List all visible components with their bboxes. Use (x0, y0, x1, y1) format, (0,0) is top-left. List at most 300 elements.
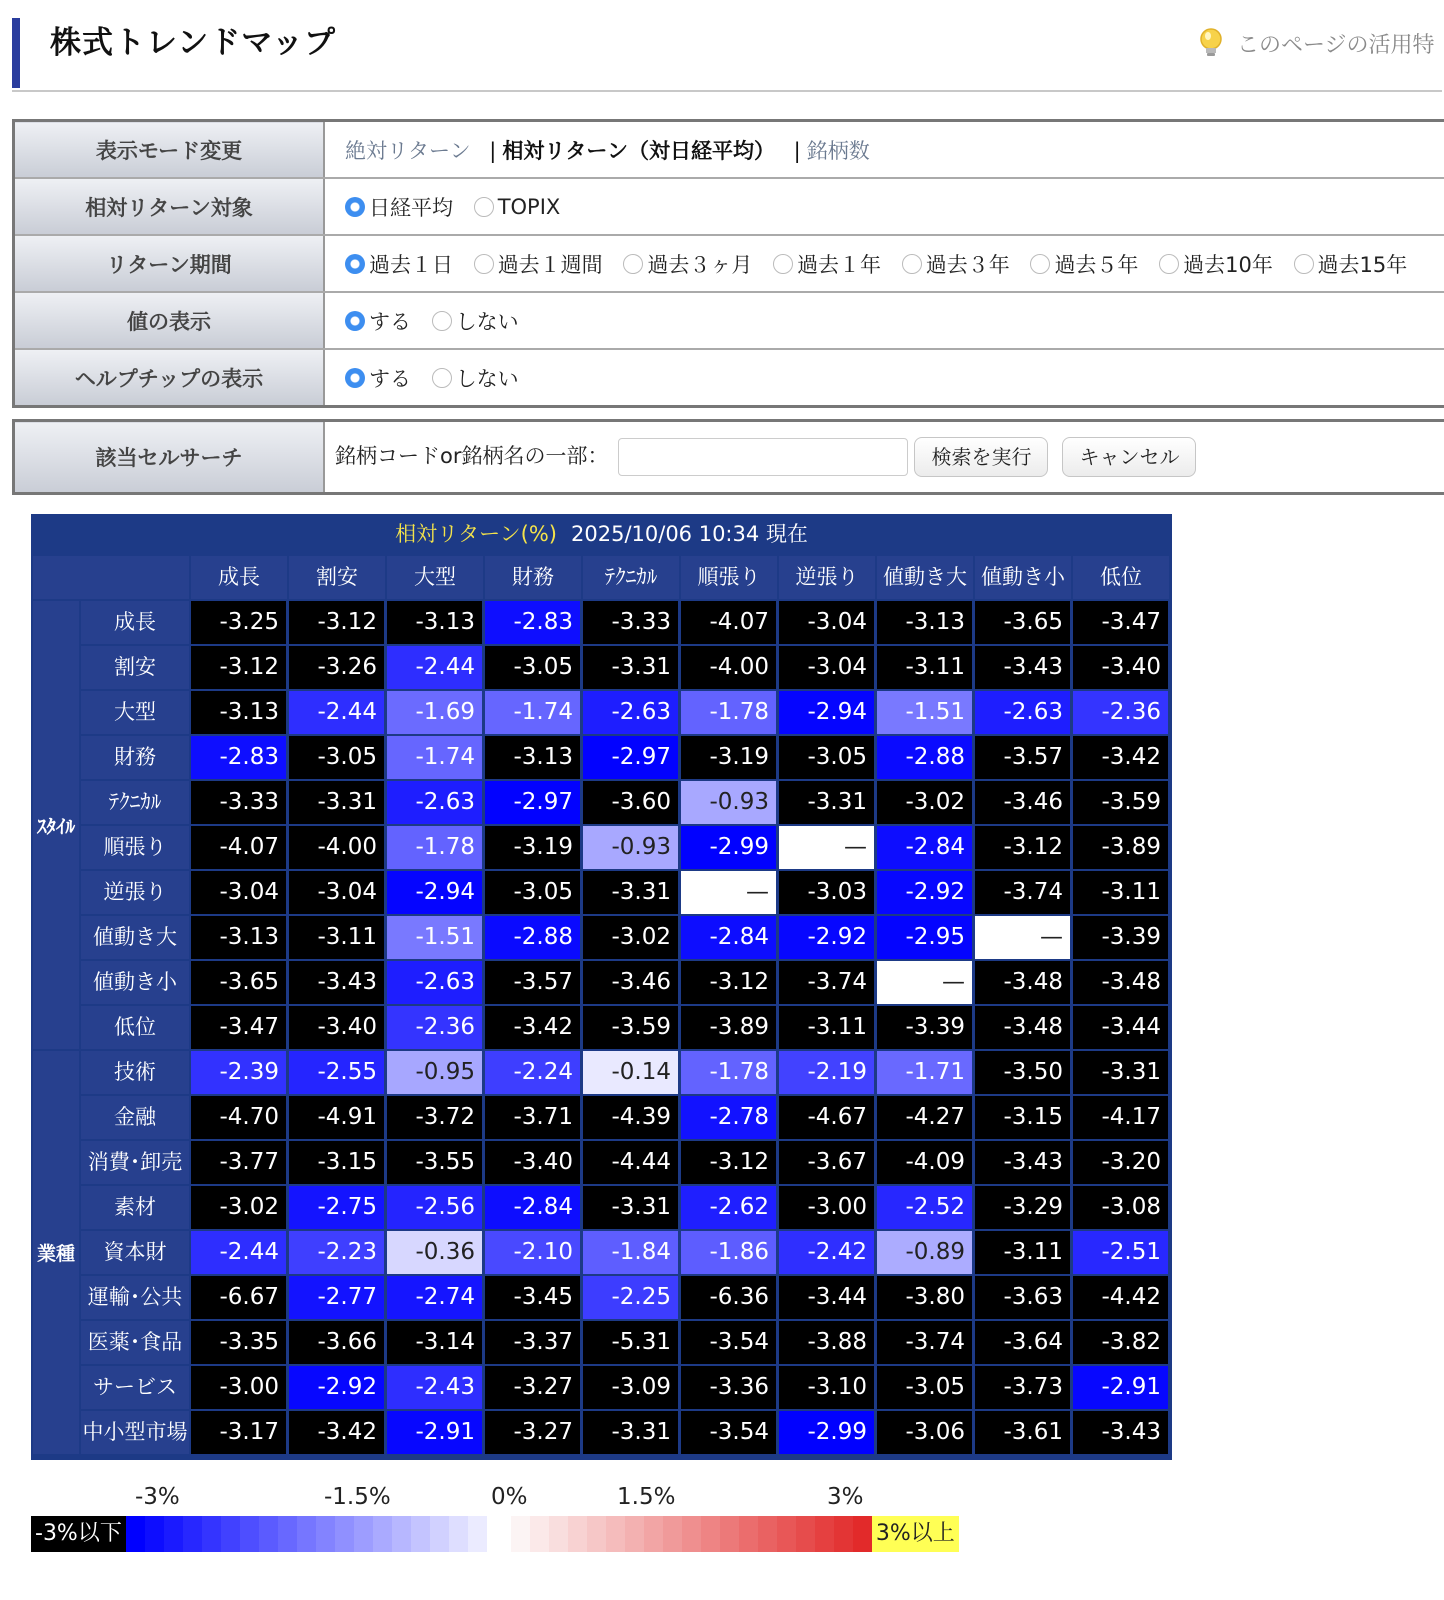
heatmap-cell[interactable]: -2.78 (681, 1096, 776, 1139)
legend-swatch (468, 1516, 487, 1552)
heatmap-cell[interactable]: -3.31 (583, 1411, 678, 1454)
heatmap-cell[interactable]: -2.94 (779, 691, 874, 734)
heatmap-cell[interactable]: -3.26 (289, 646, 384, 689)
heatmap-cell[interactable]: -3.33 (583, 601, 678, 644)
mode-count-link[interactable]: 銘柄数 (806, 138, 870, 163)
radio-period-5y[interactable] (1030, 249, 1138, 279)
row-header: 医薬･食品 (81, 1321, 189, 1364)
row-header: サービス (81, 1366, 189, 1409)
heatmap-cell[interactable]: -3.46 (975, 781, 1070, 824)
row-header: 金融 (81, 1096, 189, 1139)
heatmap-cell[interactable]: -3.74 (779, 961, 874, 1004)
heatmap-cell[interactable]: -3.77 (191, 1141, 286, 1184)
heatmap-cell[interactable]: -1.51 (387, 916, 482, 959)
mode-relative-current: 相対リターン（対日経平均） (502, 138, 775, 163)
radio-icon (773, 254, 793, 274)
legend-swatch (777, 1516, 796, 1552)
heatmap-cell[interactable]: -3.50 (975, 1051, 1070, 1094)
heatmap-cell[interactable]: -4.42 (1073, 1276, 1168, 1319)
heatmap-cell[interactable]: -3.63 (975, 1276, 1070, 1319)
heatmap-cell[interactable]: -2.52 (877, 1186, 972, 1229)
heatmap-cell[interactable]: -0.36 (387, 1231, 482, 1274)
heatmap-cell[interactable]: -2.36 (1073, 691, 1168, 734)
heatmap-cell[interactable]: -3.43 (289, 961, 384, 1004)
radio-label: する (369, 309, 411, 334)
radio-label: しない (455, 366, 519, 391)
heatmap-cell[interactable]: -1.74 (387, 736, 482, 779)
heatmap-cell[interactable]: -0.95 (387, 1051, 482, 1094)
heatmap-cell[interactable]: -3.11 (779, 1006, 874, 1049)
column-header: 値動き小 (975, 556, 1071, 599)
heatmap-cell[interactable]: -3.43 (1073, 1411, 1168, 1454)
heatmap-cell[interactable]: -0.89 (877, 1231, 972, 1274)
heatmap-cell[interactable]: -3.11 (975, 1231, 1070, 1274)
heatmap-cell[interactable]: -3.12 (681, 961, 776, 1004)
heatmap-cell[interactable]: -3.11 (1073, 871, 1168, 914)
heatmap-cell[interactable]: -3.05 (877, 1366, 972, 1409)
heatmap-cell[interactable]: -2.88 (485, 916, 580, 959)
heatmap-cell[interactable]: -3.02 (583, 916, 678, 959)
legend-swatch (568, 1516, 587, 1552)
heatmap-cell[interactable]: -3.31 (583, 1186, 678, 1229)
heatmap-cell[interactable]: -2.63 (387, 961, 482, 1004)
radio-label: 過去３ヶ月 (647, 252, 753, 277)
heatmap-cell[interactable]: -1.86 (681, 1231, 776, 1274)
heatmap-cell[interactable]: -3.39 (1073, 916, 1168, 959)
heatmap-cell[interactable]: -1.78 (681, 691, 776, 734)
legend-swatch (449, 1516, 468, 1552)
display-mode-options (324, 121, 1444, 179)
legend-swatch (720, 1516, 739, 1552)
heatmap-title (31, 514, 1172, 554)
heatmap-cell[interactable]: -3.40 (1073, 646, 1168, 689)
heatmap-cell[interactable]: -2.83 (485, 601, 580, 644)
relative-target-options (324, 178, 1444, 235)
heatmap-cell[interactable]: -4.07 (681, 601, 776, 644)
legend-tick-label: -3% (135, 1484, 180, 1510)
radio-selected-icon (345, 311, 365, 331)
row-header: 値動き大 (81, 916, 189, 959)
row-header: 中小型市場 (81, 1411, 189, 1454)
heatmap-cell[interactable]: -1.51 (877, 691, 972, 734)
heatmap-cell[interactable]: -2.19 (779, 1051, 874, 1094)
heatmap-cell[interactable]: — (681, 871, 776, 914)
heatmap-cell[interactable]: -2.62 (681, 1186, 776, 1229)
heatmap-cell[interactable]: -3.39 (877, 1006, 972, 1049)
legend-swatch (278, 1516, 297, 1552)
heatmap-cell[interactable]: -3.12 (289, 601, 384, 644)
radio-period-1y[interactable] (773, 249, 881, 279)
heatmap-cell[interactable]: -4.09 (877, 1141, 972, 1184)
heatmap-cell[interactable]: -0.93 (583, 826, 678, 869)
heatmap-cell[interactable]: -3.27 (485, 1366, 580, 1409)
heatmap-cell[interactable]: -3.05 (485, 646, 580, 689)
heatmap-cell[interactable]: -3.74 (877, 1321, 972, 1364)
heatmap-cell[interactable]: -3.67 (779, 1141, 874, 1184)
heatmap-cell[interactable]: -3.12 (191, 646, 286, 689)
row-header: 大型 (81, 691, 189, 734)
heatmap-cell[interactable]: -3.47 (191, 1006, 286, 1049)
heatmap-cell[interactable]: -3.65 (975, 601, 1070, 644)
display-mode-label: 表示モード変更 (14, 121, 325, 179)
heatmap-cell[interactable]: -3.06 (877, 1411, 972, 1454)
heatmap-cell[interactable]: -2.43 (387, 1366, 482, 1409)
row-header: 低位 (81, 1006, 189, 1049)
legend-swatch (511, 1516, 530, 1552)
row-header: 成長 (81, 601, 189, 644)
helpchip-display-label: ヘルプチップの表示 (14, 349, 325, 407)
heatmap-cell[interactable]: -3.03 (779, 871, 874, 914)
legend-swatch (316, 1516, 335, 1552)
heatmap-cell[interactable]: -1.71 (877, 1051, 972, 1094)
heatmap-cell[interactable]: -3.00 (191, 1366, 286, 1409)
heatmap-cell[interactable]: -3.04 (779, 601, 874, 644)
page-title: 株式トレンドマップ (50, 25, 336, 61)
heatmap-cell[interactable]: -1.78 (681, 1051, 776, 1094)
heatmap-cell[interactable]: -3.61 (975, 1411, 1070, 1454)
heatmap-cell[interactable]: -3.20 (1073, 1141, 1168, 1184)
row-header: 資本財 (81, 1231, 189, 1274)
column-header: 順張り (681, 556, 777, 599)
heatmap-cell[interactable]: -3.57 (485, 961, 580, 1004)
heatmap-cell[interactable]: -2.55 (289, 1051, 384, 1094)
heatmap-cell[interactable]: -2.84 (877, 826, 972, 869)
heatmap-cell[interactable]: -3.12 (975, 826, 1070, 869)
heatmap-cell[interactable]: -2.63 (387, 781, 482, 824)
heatmap-cell[interactable]: -2.63 (975, 691, 1070, 734)
heatmap-cell[interactable]: -2.36 (387, 1006, 482, 1049)
row-header: 消費･卸売 (81, 1141, 189, 1184)
radio-icon (432, 311, 452, 331)
heatmap-cell[interactable]: -2.77 (289, 1276, 384, 1319)
return-period-label: リターン期間 (14, 235, 325, 292)
legend-swatch (796, 1516, 815, 1552)
heatmap-cell[interactable]: -5.31 (583, 1321, 678, 1364)
column-header: 大型 (387, 556, 483, 599)
radio-icon (1030, 254, 1050, 274)
heatmap-cell[interactable]: -3.02 (877, 781, 972, 824)
heatmap-cell[interactable]: -3.13 (191, 916, 286, 959)
radio-topix[interactable] (474, 194, 561, 219)
heatmap-cell[interactable]: -4.00 (681, 646, 776, 689)
legend-swatch (834, 1516, 853, 1552)
legend-swatch (202, 1516, 221, 1552)
heatmap-cell[interactable]: -2.97 (485, 781, 580, 824)
radio-period-10y[interactable] (1159, 249, 1273, 279)
heatmap-cell[interactable]: -4.67 (779, 1096, 874, 1139)
heatmap-cell[interactable]: -1.84 (583, 1231, 678, 1274)
heatmap-cell[interactable]: -3.05 (779, 736, 874, 779)
heatmap-cell[interactable]: -1.78 (387, 826, 482, 869)
radio-period-3y[interactable] (902, 249, 1010, 279)
lightbulb-icon (1196, 26, 1226, 60)
heatmap-cell[interactable]: -3.57 (975, 736, 1070, 779)
legend-swatch (701, 1516, 720, 1552)
heatmap-cell[interactable]: -3.02 (191, 1186, 286, 1229)
legend-tick-label: 0% (491, 1484, 528, 1510)
heatmap-cell[interactable]: -3.48 (1073, 961, 1168, 1004)
search-button[interactable]: 検索を実行 (914, 437, 1048, 477)
heatmap-cell[interactable]: -3.36 (681, 1366, 776, 1409)
radio-selected-icon (345, 368, 365, 388)
heatmap-cell[interactable]: -3.33 (191, 781, 286, 824)
heatmap-cell[interactable]: -3.12 (681, 1141, 776, 1184)
heatmap-cell[interactable]: -3.40 (289, 1006, 384, 1049)
radio-label: 過去10年 (1183, 252, 1273, 277)
legend-tick-label: 3% (827, 1484, 864, 1510)
heatmap-cell[interactable]: -4.44 (583, 1141, 678, 1184)
legend-tick-label: -1.5% (324, 1484, 391, 1510)
row-header: ﾃｸﾆｶﾙ (81, 781, 189, 824)
color-legend (31, 1516, 959, 1552)
legend-swatch (259, 1516, 278, 1552)
heatmap-cell[interactable]: -2.74 (387, 1276, 482, 1319)
radio-icon (1159, 254, 1179, 274)
heatmap-cell[interactable]: -2.92 (877, 871, 972, 914)
mode-absolute-link[interactable]: 絶対リターン (345, 138, 471, 163)
heatmap-cell[interactable]: -3.73 (975, 1366, 1070, 1409)
legend-swatch (335, 1516, 354, 1552)
heatmap-cell[interactable]: -3.89 (1073, 826, 1168, 869)
heatmap-cell[interactable]: -2.84 (681, 916, 776, 959)
legend-swatch (126, 1516, 145, 1552)
heatmap-cell[interactable]: -3.44 (779, 1276, 874, 1319)
legend-low-label: -3%以下 (31, 1516, 126, 1552)
radio-period-3m[interactable] (623, 249, 752, 279)
heatmap-cell[interactable]: -3.05 (485, 871, 580, 914)
help-link-label: このページの活用特 (1237, 32, 1435, 58)
return-period-options (324, 235, 1444, 292)
heatmap-cell[interactable]: -3.11 (877, 646, 972, 689)
legend-swatch (549, 1516, 568, 1552)
heatmap-cell[interactable]: — (877, 961, 972, 1004)
heatmap-cell[interactable]: -3.46 (583, 961, 678, 1004)
heatmap-cell[interactable]: -3.42 (485, 1006, 580, 1049)
row-header: 技術 (81, 1051, 189, 1094)
heatmap-cell[interactable]: -3.31 (289, 781, 384, 824)
radio-value-on[interactable] (345, 306, 411, 336)
heatmap-cell[interactable]: -2.42 (779, 1231, 874, 1274)
heatmap-cell[interactable]: -3.88 (779, 1321, 874, 1364)
heatmap-cell[interactable]: -2.84 (485, 1186, 580, 1229)
heatmap-cell[interactable]: -2.92 (289, 1366, 384, 1409)
radio-helpchip-off[interactable] (432, 363, 519, 393)
legend-swatch (587, 1516, 606, 1552)
heatmap-cell[interactable]: -3.08 (1073, 1186, 1168, 1229)
radio-period-1w[interactable] (474, 249, 603, 279)
legend-swatch (145, 1516, 164, 1552)
heatmap-cell[interactable]: -2.91 (1073, 1366, 1168, 1409)
legend-swatch (758, 1516, 777, 1552)
heatmap-cell[interactable]: -3.13 (191, 691, 286, 734)
row-header: 順張り (81, 826, 189, 869)
heatmap-cell[interactable]: -4.39 (583, 1096, 678, 1139)
heatmap-cell[interactable]: -2.92 (779, 916, 874, 959)
heatmap-cell[interactable]: -3.45 (485, 1276, 580, 1319)
heatmap-cell[interactable]: -3.55 (387, 1141, 482, 1184)
radio-label: 過去１日 (369, 252, 453, 277)
row-header: 運輸･公共 (81, 1276, 189, 1319)
heatmap-cell[interactable]: -3.66 (289, 1321, 384, 1364)
cell-search-input[interactable] (618, 438, 908, 476)
cancel-button[interactable]: キャンセル (1062, 437, 1196, 477)
heatmap-cell[interactable]: -3.31 (1073, 1051, 1168, 1094)
heatmap-cell[interactable]: -3.42 (289, 1411, 384, 1454)
heatmap-cell[interactable]: -3.59 (583, 1006, 678, 1049)
heatmap-cell[interactable]: -3.43 (975, 1141, 1070, 1184)
heatmap-cell[interactable]: -3.72 (387, 1096, 482, 1139)
legend-swatch (663, 1516, 682, 1552)
radio-label: 過去15年 (1317, 252, 1408, 277)
radio-icon (902, 254, 922, 274)
legend-gap (487, 1516, 511, 1552)
heatmap-cell[interactable]: -3.31 (583, 871, 678, 914)
radio-selected-icon (345, 197, 365, 217)
heatmap-cell[interactable]: -3.13 (485, 736, 580, 779)
heatmap-cell[interactable]: -4.70 (191, 1096, 286, 1139)
heatmap-cell[interactable]: -3.64 (975, 1321, 1070, 1364)
heatmap-cell[interactable]: -2.83 (191, 736, 286, 779)
heatmap-cell[interactable]: -3.29 (975, 1186, 1070, 1229)
heatmap-cell[interactable]: -3.10 (779, 1366, 874, 1409)
heatmap-cell[interactable]: -3.15 (975, 1096, 1070, 1139)
heatmap-cell[interactable]: -1.74 (485, 691, 580, 734)
heatmap-cell[interactable]: -0.93 (681, 781, 776, 824)
heatmap-cell[interactable]: -3.48 (975, 1006, 1070, 1049)
legend-swatch (297, 1516, 316, 1552)
heatmap-cell[interactable]: -3.11 (289, 916, 384, 959)
heatmap-cell[interactable]: -2.44 (387, 646, 482, 689)
row-header: 財務 (81, 736, 189, 779)
heatmap-cell[interactable]: -2.91 (387, 1411, 482, 1454)
radio-helpchip-on[interactable] (345, 363, 411, 393)
heatmap-cell[interactable]: -6.67 (191, 1276, 286, 1319)
heatmap-cell[interactable]: -2.94 (387, 871, 482, 914)
heatmap-cell[interactable]: -3.89 (681, 1006, 776, 1049)
heatmap-cell[interactable]: -3.13 (387, 601, 482, 644)
heatmap-cell[interactable]: -3.00 (779, 1186, 874, 1229)
column-header: 値動き大 (877, 556, 973, 599)
heatmap-cell[interactable]: -3.05 (289, 736, 384, 779)
heatmap-cell[interactable]: -3.74 (975, 871, 1070, 914)
column-header: 成長 (191, 556, 287, 599)
heatmap-cell[interactable]: -3.71 (485, 1096, 580, 1139)
heatmap-cell[interactable]: -3.60 (583, 781, 678, 824)
heatmap-cell[interactable]: -2.56 (387, 1186, 482, 1229)
heatmap-cell[interactable]: -3.14 (387, 1321, 482, 1364)
heatmap-cell[interactable]: -3.19 (485, 826, 580, 869)
heatmap-cell[interactable]: -3.37 (485, 1321, 580, 1364)
legend-swatch (354, 1516, 373, 1552)
heatmap-cell[interactable]: -2.63 (583, 691, 678, 734)
heatmap-cell[interactable]: -3.54 (681, 1411, 776, 1454)
heatmap-cell[interactable]: -0.14 (583, 1051, 678, 1094)
heatmap-cell[interactable]: -2.75 (289, 1186, 384, 1229)
heatmap-cell[interactable]: -3.25 (191, 601, 286, 644)
heatmap-cell[interactable]: -2.97 (583, 736, 678, 779)
heatmap-cell[interactable]: -3.19 (681, 736, 776, 779)
heatmap-cell[interactable]: -2.99 (681, 826, 776, 869)
radio-value-off[interactable] (432, 306, 519, 336)
heatmap-cell[interactable]: -3.04 (779, 646, 874, 689)
heatmap-cell[interactable]: -2.24 (485, 1051, 580, 1094)
radio-label: TOPIX (497, 195, 561, 219)
heatmap-cell[interactable]: -3.27 (485, 1411, 580, 1454)
heatmap-cell[interactable]: -2.25 (583, 1276, 678, 1319)
heatmap-cell[interactable]: -3.43 (975, 646, 1070, 689)
legend-tick-label: 1.5% (617, 1484, 676, 1510)
row-group-label: ｽﾀｲﾙ (33, 601, 79, 1049)
heatmap-cell[interactable]: -2.88 (877, 736, 972, 779)
heatmap-cell[interactable]: -2.23 (289, 1231, 384, 1274)
radio-period-1d[interactable] (345, 249, 453, 279)
heatmap-cell[interactable]: -2.39 (191, 1051, 286, 1094)
heatmap-cell[interactable]: -3.09 (583, 1366, 678, 1409)
radio-selected-icon (345, 254, 365, 274)
heatmap-cell[interactable]: -4.17 (1073, 1096, 1168, 1139)
heatmap-cell[interactable]: -2.99 (779, 1411, 874, 1454)
heatmap-cell[interactable]: -6.36 (681, 1276, 776, 1319)
help-link[interactable] (1196, 26, 1435, 60)
heatmap-cell[interactable]: -3.42 (1073, 736, 1168, 779)
heatmap-cell[interactable]: -3.15 (289, 1141, 384, 1184)
heatmap-cell[interactable]: -4.27 (877, 1096, 972, 1139)
heatmap-cell[interactable]: -3.80 (877, 1276, 972, 1319)
title-accent-bar (12, 18, 20, 88)
heatmap-cell[interactable]: -3.13 (877, 601, 972, 644)
heatmap-cell[interactable]: -3.40 (485, 1141, 580, 1184)
heatmap-cell[interactable]: -3.04 (191, 871, 286, 914)
heatmap-cell[interactable]: -3.47 (1073, 601, 1168, 644)
heatmap-cell[interactable]: -3.17 (191, 1411, 286, 1454)
radio-nikkei[interactable] (345, 192, 453, 222)
heatmap-cell[interactable]: — (779, 826, 874, 869)
row-group-label: 業種 (33, 1051, 79, 1454)
helpchip-display-options (324, 349, 1444, 407)
heatmap-cell[interactable]: -4.91 (289, 1096, 384, 1139)
heatmap-cell[interactable]: -3.54 (681, 1321, 776, 1364)
heatmap-cell[interactable]: -3.82 (1073, 1321, 1168, 1364)
heatmap-cell[interactable]: -3.44 (1073, 1006, 1168, 1049)
heatmap-cell[interactable]: — (975, 916, 1070, 959)
heatmap-metric-label: 相対リターン(%) (395, 522, 557, 546)
heatmap-cell[interactable]: -3.31 (583, 646, 678, 689)
heatmap-cell[interactable]: -2.10 (485, 1231, 580, 1274)
heatmap-cell[interactable]: -2.95 (877, 916, 972, 959)
heatmap-cell[interactable]: -3.48 (975, 961, 1070, 1004)
cell-search-label: 該当セルサーチ (14, 421, 325, 494)
radio-label: 過去３年 (925, 252, 1010, 277)
legend-swatch (815, 1516, 834, 1552)
radio-icon (432, 368, 452, 388)
heatmap-cell[interactable]: -3.59 (1073, 781, 1168, 824)
heatmap-cell[interactable]: -3.35 (191, 1321, 286, 1364)
heatmap-cell[interactable]: -1.69 (387, 691, 482, 734)
page-header (12, 18, 1442, 92)
radio-icon (474, 254, 494, 274)
radio-period-15y[interactable] (1294, 249, 1408, 279)
heatmap-cell[interactable]: -3.65 (191, 961, 286, 1004)
heatmap-cell[interactable]: -3.31 (779, 781, 874, 824)
column-header: 財務 (485, 556, 581, 599)
heatmap-cell[interactable]: -2.44 (289, 691, 384, 734)
row-header: 逆張り (81, 871, 189, 914)
heatmap-cell[interactable]: -2.44 (191, 1231, 286, 1274)
heatmap-cell[interactable]: -2.51 (1073, 1231, 1168, 1274)
heatmap-cell[interactable]: -3.04 (289, 871, 384, 914)
heatmap-cell[interactable]: -4.07 (191, 826, 286, 869)
heatmap-cell[interactable]: -4.00 (289, 826, 384, 869)
